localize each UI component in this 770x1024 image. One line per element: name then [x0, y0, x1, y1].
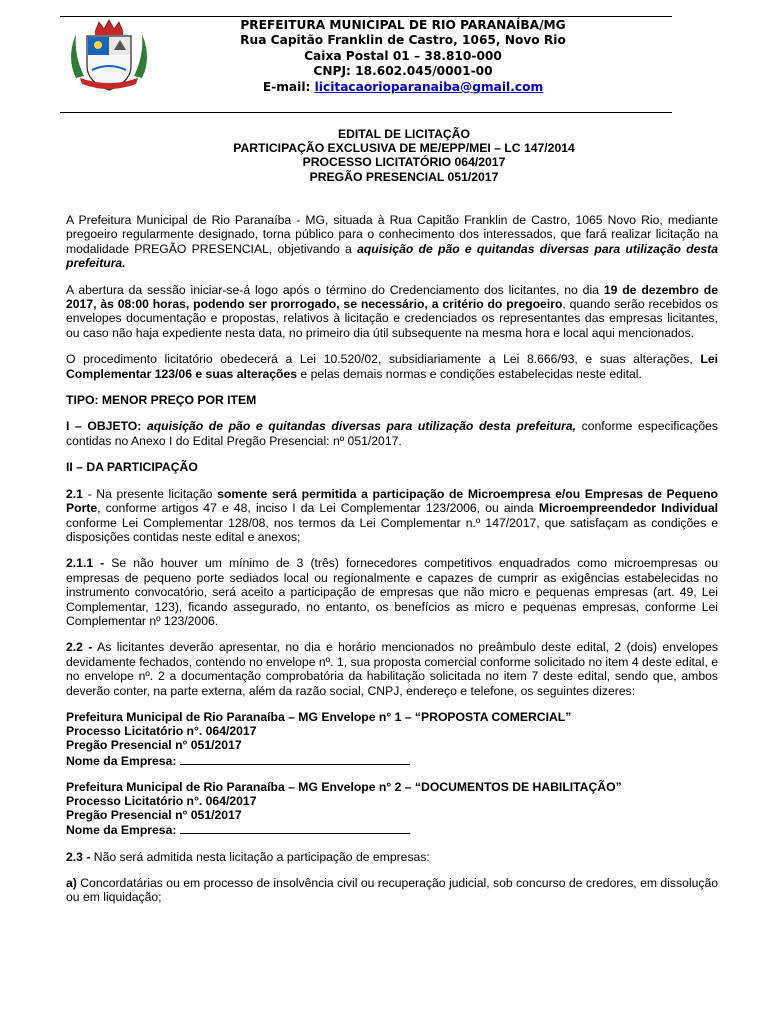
tipo-heading: TIPO: MENOR PREÇO POR ITEM — [66, 393, 257, 408]
envelope-1-label — [66, 710, 718, 768]
letterhead-email-row — [180, 80, 626, 95]
section-text: conforme Lei Complementar 128/08, nos termos da Lei Complementar n.º 147/2017, que satisfaçam as condições e disposições contidas neste edital e anexos; — [66, 515, 718, 544]
item-label: a) — [66, 876, 77, 890]
letterhead — [180, 18, 626, 95]
section-text: As licitantes deverão apresentar, no dia e horário mencionados no preâmbulo deste edital, 2 (dois) envelopes devidamente fechados, contendo no envelope nº. 1, sua proposta comercial conforme solicitado no item 4 deste edital, e no envelope nº. 2 a documentação comprobatória da habilitação solicitada no item 7 deste edital, sendo que, ambos deverão conter, na parte externa, além da razão social, CNPJ, endereço e telefone, os seguintes dizeres: — [66, 640, 718, 698]
item-text: Concordatárias ou em processo de insolvência civil ou recuperação judicial, sob concurso de credores, em dissolução ou em liquidação; — [66, 876, 718, 905]
section-text: Não será admitida nesta licitação a participação de empresas: — [90, 849, 430, 864]
envelope-pregao: Pregão Presencial n° 051/2017 — [66, 738, 242, 753]
preamble-object: aquisição de pão e quitandas diversas para utilização desta prefeitura. — [66, 241, 718, 271]
letterhead-postbox: Caixa Postal 01 – 38.810-000 — [304, 48, 502, 63]
section-2-1 — [66, 487, 718, 545]
envelope-company-label: Nome da Empresa: — [66, 823, 180, 838]
email-link[interactable]: licitacaorioparanaiba@gmail.com — [314, 79, 544, 94]
letterhead-cnpj: CNPJ: 18.602.045/0001-00 — [313, 64, 493, 79]
legal-basis-rest: e pelas demais normas e condições estabelecidas neste edital. — [297, 366, 642, 381]
participacao-heading: II – DA PARTICIPAÇÃO — [66, 460, 198, 475]
edital-body — [66, 213, 718, 915]
company-name-blank — [180, 822, 410, 834]
section-text: , conforme artigos 47 e 48, inciso I da Lei Complementar 123/2006, ou ainda — [97, 501, 539, 516]
section-number: 2.2 - — [66, 640, 93, 655]
session-date: 19 de dezembro de 2017, às 08:00 horas, podendo ser prorrogado, se necessário, a critério do pregoeiro — [66, 282, 718, 312]
legal-basis-text: O procedimento licitatório obedecerá a Lei 10.520/02, subsidiariamente a Lei 8.666/93, e suas alterações, — [66, 352, 701, 367]
objeto-paragraph — [66, 419, 718, 448]
objeto-rest: conforme especificações contidas no Anexo I do Edital Pregão Presencial: nº 051/2017. — [66, 419, 718, 448]
session-text: A abertura da sessão iniciar-se-á logo após o término do Credenciamento dos licitantes, no dia — [66, 282, 604, 297]
edital-process: PROCESSO LICITATÓRIO 064/2017 — [302, 155, 506, 170]
item-a — [66, 876, 718, 905]
preamble-paragraph — [66, 213, 718, 271]
section-2-3 — [66, 850, 718, 864]
envelope-heading: Prefeitura Municipal de Rio Paranaíba – MG Envelope n° 1 – “PROPOSTA COMERCIAL” — [66, 709, 572, 724]
section-number: 2.1.1 - — [66, 556, 105, 571]
edital-pregao: PREGÃO PRESENCIAL 051/2017 — [309, 169, 499, 184]
envelope-heading: Prefeitura Municipal de Rio Paranaíba – MG Envelope n° 2 – “DOCUMENTOS DE HABILITAÇÃO” — [66, 779, 622, 794]
email-label: E-mail: — [262, 79, 315, 94]
edital-participation: PARTICIPAÇÃO EXCLUSIVA DE ME/EPP/MEI – LC 147/2014 — [233, 141, 575, 156]
company-name-blank — [180, 753, 410, 765]
envelope-process: Processo Licitatório n°. 064/2017 — [66, 724, 257, 739]
session-text-rest: , quando serão recebidos os envelopes documentação e propostas, relativos à licitação e credenciados os representantes das empresas licitantes, ou caso não haja expediente nesta data, no primeiro dia útil subsequente na mesma hora e local aqui mencionados. — [66, 297, 718, 340]
envelope-company-row — [66, 822, 718, 837]
header-top-rule — [60, 16, 672, 17]
section-text: - Na presente licitação — [82, 486, 218, 501]
preamble-text: A Prefeitura Municipal de Rio Paranaíba - MG, situada à Rua Capitão Franklin de Castro, 1065 Novo Rio, mediante pregoeiro regularmente designado, torna público para o conhecimento dos interessados, que fará realizar licitação na modalidade PREGÃO PRESENCIAL, objetivando a — [66, 213, 718, 256]
letterhead-address: Rua Capitão Franklin de Castro, 1065, Novo Rio — [240, 33, 566, 48]
header-bottom-rule — [60, 112, 672, 113]
envelope-process: Processo Licitatório n°. 064/2017 — [66, 793, 257, 808]
section-number: 2.1 — [66, 486, 83, 501]
objeto-text: aquisição de pão e quitandas diversas para utilização desta prefeitura, — [146, 419, 577, 434]
section-emphasis: somente será permitida a participação de Microempresa e/ou Empresas de Pequeno Porte — [66, 486, 718, 516]
envelope-2-label — [66, 780, 718, 838]
envelope-company-label: Nome da Empresa: — [66, 753, 180, 768]
edital-title: EDITAL DE LICITAÇÃO — [337, 127, 471, 141]
edital-title-block — [100, 127, 708, 184]
session-paragraph — [66, 283, 718, 341]
section-number: 2.3 - — [66, 849, 91, 864]
section-text: Se não houver um mínimo de 3 (três) fornecedores competitivos enquadrados como microempresas ou empresas de pequeno porte sediados local ou regionalmente e capazes de cumprir as exigências estabelecidas no instrumento convocatório, será aceito a participação de empresas que não micro e pequenas empresas (art. 49, Lei Complementar, 123), ficando assegurado, no entanto, os benefícios as micro e pequenas empresas, conforme Lei Complementar nº 123/2006. — [66, 556, 718, 628]
objeto-label: I – OBJETO: — [66, 419, 147, 434]
coat-of-arms-icon — [62, 18, 156, 94]
legal-basis-paragraph — [66, 352, 718, 381]
envelope-company-row — [66, 753, 718, 768]
section-2-1-1 — [66, 556, 718, 628]
legal-basis-law: Lei Complementar 123/06 e suas alterações — [66, 352, 718, 381]
section-emphasis: Microempreendedor Individual — [538, 501, 718, 516]
envelope-pregao: Pregão Presencial n° 051/2017 — [66, 808, 242, 823]
section-2-2 — [66, 640, 718, 698]
letterhead-title: PREFEITURA MUNICIPAL DE RIO PARANAÍBA/MG — [240, 18, 566, 32]
